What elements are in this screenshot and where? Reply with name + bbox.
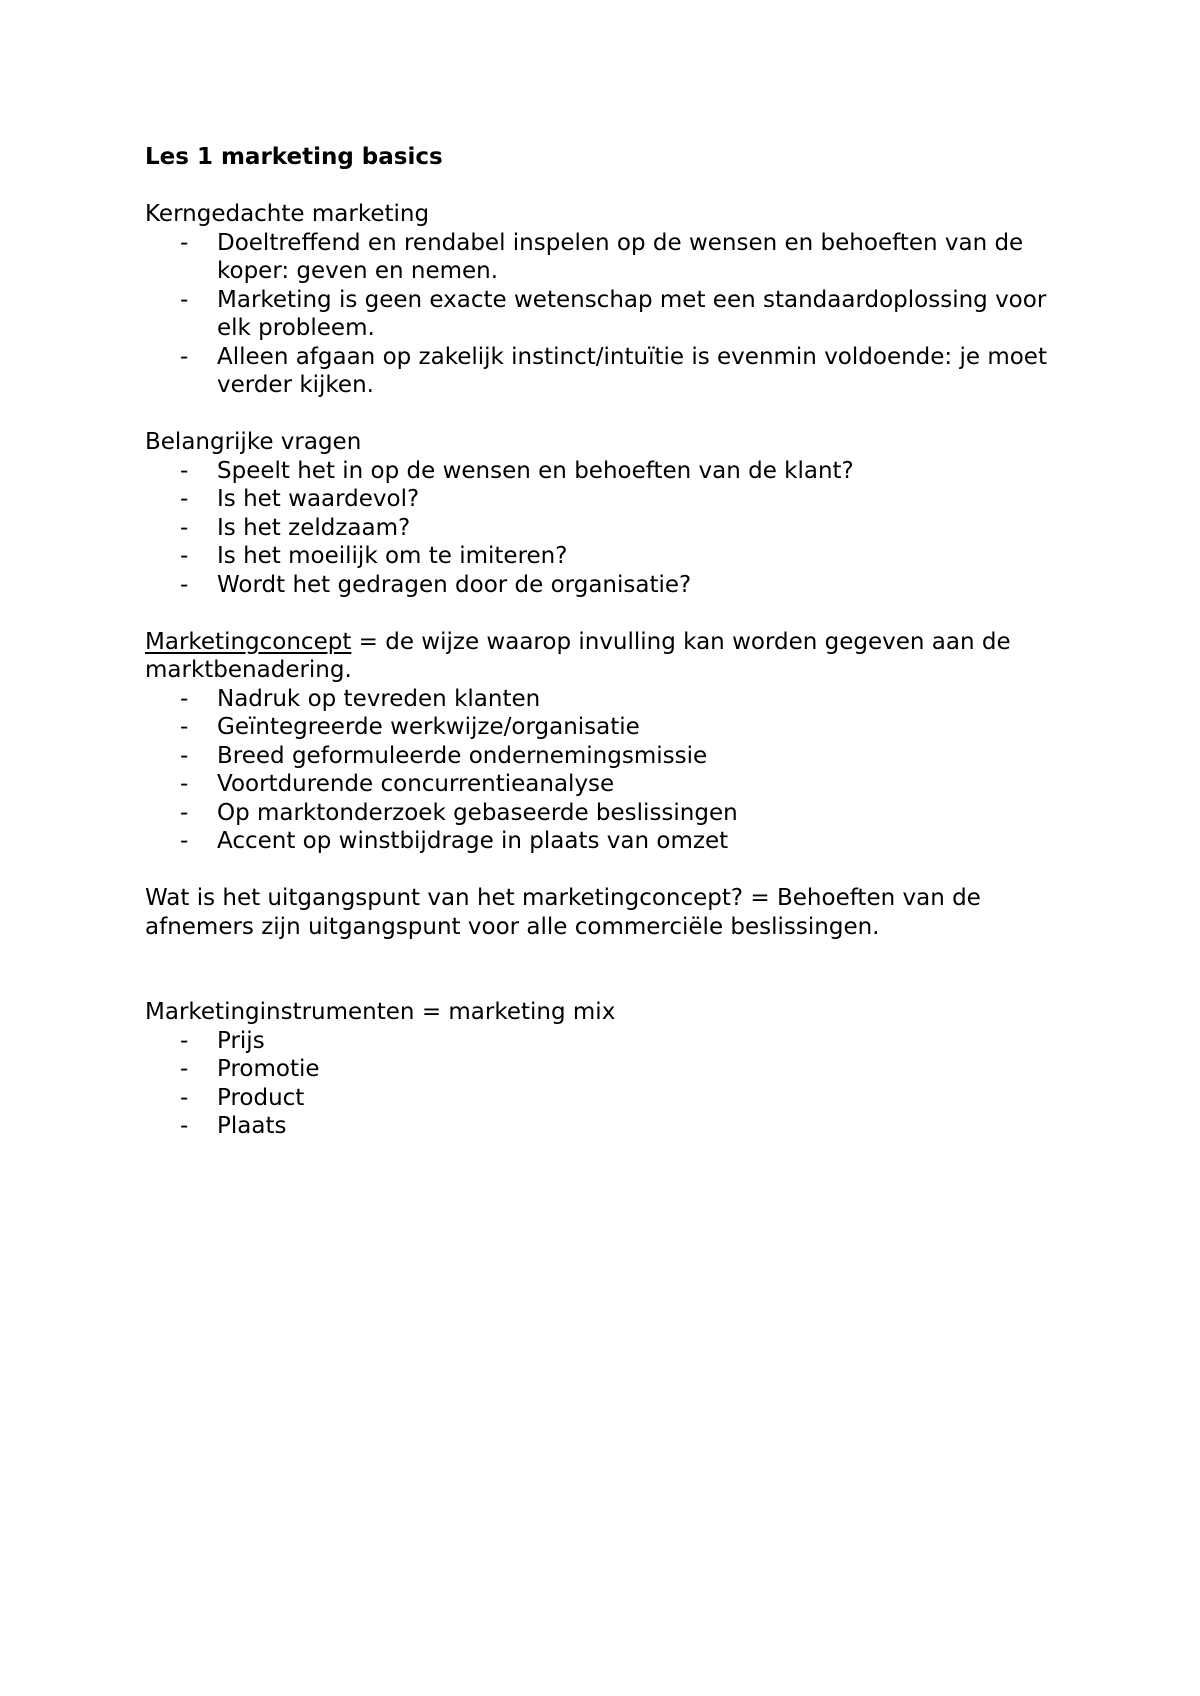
list-item: - Doeltreffend en rendabel inspelen op de wensen en behoeften van de koper: geven en nemen. <box>180 229 1024 284</box>
bullet-dash: - <box>180 799 189 826</box>
bullet-dash: - <box>180 286 189 313</box>
bullet-dash: - <box>180 343 189 370</box>
bullet-dash: - <box>180 771 189 797</box>
bullet-dash: - <box>180 1084 189 1111</box>
list-item: - Is het moeilijk om te imiteren? <box>180 543 568 569</box>
page-title: Les 1 marketing basics <box>145 144 443 170</box>
list-instrumenten <box>145 1027 1075 1141</box>
spacer <box>145 172 1075 201</box>
bullet-dash: - <box>180 457 189 484</box>
bullet-dash: - <box>180 685 189 712</box>
uitgangspunt-paragraph: Wat is het uitgangspunt van het marketingconcept? = Behoeften van de afnemers zijn uitgangspunt voor alle commerciële beslissingen. <box>145 885 981 940</box>
list-item: - Alleen afgaan op zakelijk instinct/intuïtie is evenmin voldoende: je moet verder kijken. <box>180 343 1047 398</box>
list-item: - Is het waardevol? <box>180 486 420 512</box>
section-heading-kerngedachte: Kerngedachte marketing <box>145 201 430 227</box>
list-item: - Breed geformuleerde ondernemingsmissie <box>180 742 708 769</box>
concept-term: Marketingconcept <box>145 628 352 655</box>
list-item: - Op marktonderzoek gebaseerde beslissingen <box>180 799 738 826</box>
list-item: - Product <box>180 1084 305 1111</box>
spacer <box>145 970 1075 999</box>
list-item: - Geïntegreerde werkwijze/organisatie <box>180 714 640 740</box>
bullet-dash: - <box>180 1056 189 1082</box>
bullet-dash: - <box>180 229 189 256</box>
spacer <box>145 856 1075 885</box>
bullet-dash: - <box>180 514 189 541</box>
list-item: - Plaats <box>180 1113 287 1139</box>
list-item: - Prijs <box>180 1027 265 1054</box>
section-heading-vragen: Belangrijke vragen <box>145 429 362 455</box>
list-vragen <box>145 457 1075 600</box>
document-page <box>145 143 1075 1141</box>
list-item: - Speelt het in op de wensen en behoeften van de klant? <box>180 457 854 484</box>
bullet-dash: - <box>180 714 189 740</box>
bullet-dash: - <box>180 543 189 569</box>
bullet-dash: - <box>180 742 189 769</box>
spacer <box>145 400 1075 429</box>
list-item: - Wordt het gedragen door de organisatie? <box>180 571 692 598</box>
list-item: - Marketing is geen exacte wetenschap met een standaardoplossing voor elk probleem. <box>180 286 1047 341</box>
section-heading-instrumenten: Marketinginstrumenten = marketing mix <box>145 999 616 1025</box>
list-item: - Voortdurende concurrentieanalyse <box>180 771 615 797</box>
list-item: - Promotie <box>180 1056 320 1082</box>
spacer <box>145 941 1075 970</box>
bullet-dash: - <box>180 828 189 854</box>
spacer <box>145 599 1075 628</box>
list-concept <box>145 685 1075 856</box>
bullet-dash: - <box>180 571 189 598</box>
bullet-dash: - <box>180 1027 189 1054</box>
concept-definition-text: = de wijze waarop invulling kan worden gegeven aan de marktbenadering. <box>145 628 1011 683</box>
list-item: - Accent op winstbijdrage in plaats van omzet <box>180 828 729 854</box>
concept-definition <box>145 628 1075 685</box>
list-item: - Is het zeldzaam? <box>180 514 411 541</box>
bullet-dash: - <box>180 486 189 512</box>
list-item: - Nadruk op tevreden klanten <box>180 685 541 712</box>
list-kerngedachte <box>145 229 1075 400</box>
bullet-dash: - <box>180 1113 189 1139</box>
